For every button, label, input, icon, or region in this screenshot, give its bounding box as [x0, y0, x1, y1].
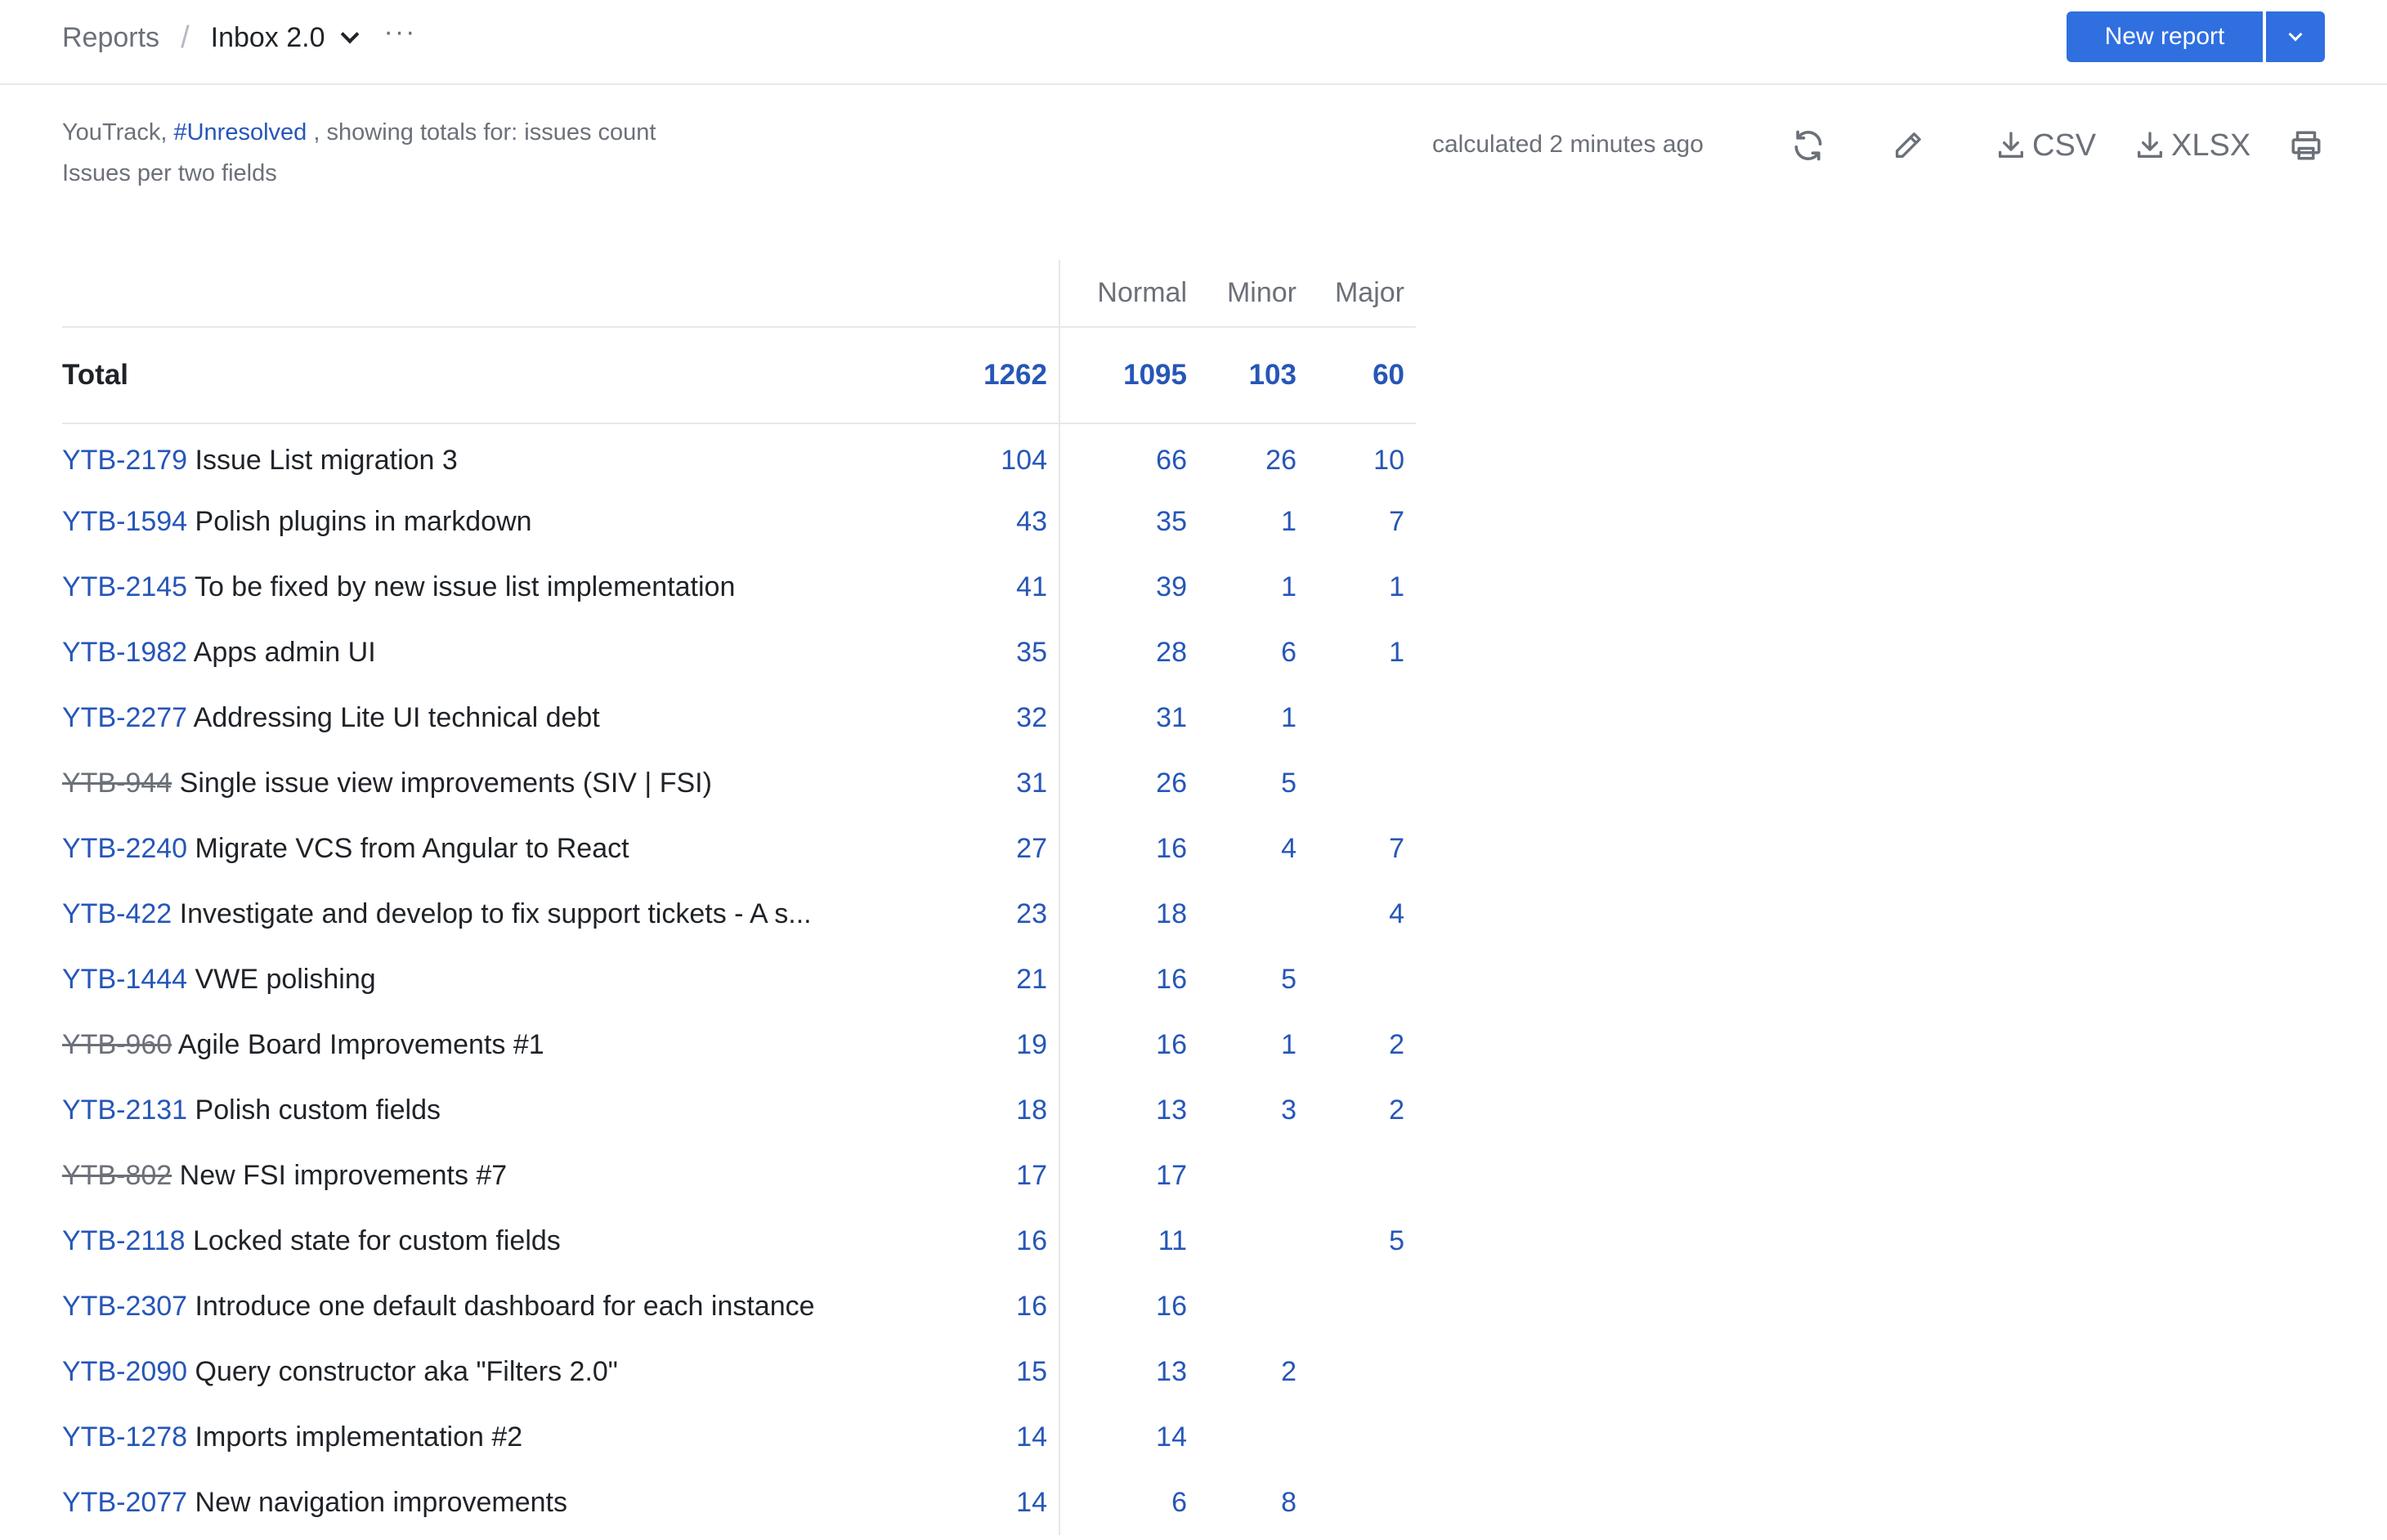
issue-id-link[interactable]: YTB-2090 [62, 1355, 188, 1387]
header-empty [62, 260, 929, 327]
column-header-major[interactable]: Major [1334, 277, 1404, 308]
issue-id-link[interactable]: YTB-2277 [62, 701, 188, 733]
row-sum[interactable]: 31 [1016, 767, 1047, 799]
issue-cell [62, 423, 929, 489]
issue-title: Query constructor aka "Filters 2.0" [195, 1355, 618, 1387]
issue-cell [62, 816, 929, 881]
new-report-split-button [2067, 11, 2325, 62]
issue-id-link[interactable]: YTB-422 [62, 898, 172, 929]
cell-normal[interactable]: 6 [1059, 1470, 1198, 1535]
cell-major[interactable]: 7 [1389, 832, 1404, 864]
row-sum[interactable]: 35 [1016, 636, 1047, 668]
edit-button[interactable] [1892, 123, 1924, 168]
cell-major[interactable]: 4 [1389, 898, 1404, 929]
row-sum[interactable]: 16 [1016, 1290, 1047, 1322]
download-icon [2134, 129, 2166, 162]
table-row [62, 489, 1416, 554]
cell-major [1308, 1274, 1416, 1339]
breadcrumb-reports-link[interactable]: Reports [62, 21, 160, 53]
source-project: YouTrack, [62, 119, 168, 145]
cell-minor[interactable]: 5 [1281, 963, 1297, 995]
download-icon [1995, 129, 2027, 162]
issue-title: New FSI improvements #7 [179, 1159, 508, 1191]
issue-id-link[interactable]: YTB-802 [62, 1159, 172, 1191]
report-selector[interactable] [211, 22, 356, 54]
issue-cell [62, 1143, 929, 1208]
issue-cell [62, 554, 929, 620]
breadcrumb [62, 18, 416, 57]
issue-id-link[interactable]: YTB-2307 [62, 1290, 188, 1322]
issue-title: Issue List migration 3 [195, 445, 458, 476]
table-row [62, 881, 1416, 947]
issue-id-link[interactable]: YTB-2240 [62, 832, 188, 864]
issue-cell [62, 947, 929, 1012]
total-major[interactable]: 60 [1308, 327, 1416, 423]
issue-id-link[interactable]: YTB-2118 [62, 1224, 186, 1256]
cell-minor [1198, 1404, 1308, 1470]
cell-normal[interactable]: 66 [1059, 423, 1198, 489]
issue-title: Locked state for custom fields [193, 1224, 561, 1256]
issue-cell [62, 1274, 929, 1339]
cell-minor [1198, 1208, 1308, 1274]
cell-normal[interactable]: 16 [1059, 947, 1198, 1012]
header-sum [929, 260, 1059, 327]
refresh-icon [1790, 128, 1826, 163]
row-sum[interactable]: 27 [1016, 832, 1047, 864]
issue-title: Imports implementation #2 [195, 1421, 523, 1453]
total-minor[interactable]: 103 [1198, 327, 1308, 423]
table-row [62, 1339, 1416, 1404]
report-type: Issues per two fields [62, 160, 277, 186]
table-row [62, 620, 1416, 685]
row-sum[interactable]: 23 [1016, 898, 1047, 929]
total-row [62, 327, 1416, 423]
cell-minor[interactable]: 6 [1281, 636, 1297, 668]
cell-normal[interactable]: 14 [1059, 1404, 1198, 1470]
cell-major [1308, 1404, 1416, 1470]
issue-cell [62, 1077, 929, 1143]
table-row [62, 1470, 1416, 1535]
top-bar [0, 0, 2387, 85]
issue-title: Agile Board Improvements #1 [177, 1028, 544, 1060]
cell-normal[interactable]: 13 [1059, 1077, 1198, 1143]
issue-cell [62, 1208, 929, 1274]
issue-cell [62, 881, 929, 947]
cell-minor [1198, 1143, 1308, 1208]
cell-minor[interactable]: 2 [1281, 1355, 1297, 1387]
issue-title: Polish plugins in markdown [195, 505, 532, 537]
cell-major[interactable]: 2 [1389, 1028, 1404, 1060]
cell-major[interactable]: 5 [1389, 1224, 1404, 1256]
issue-title: Apps admin UI [193, 636, 376, 668]
issue-id-link[interactable]: YTB-960 [62, 1028, 172, 1060]
row-sum[interactable]: 41 [1016, 571, 1047, 602]
cell-minor[interactable]: 1 [1281, 701, 1297, 733]
cell-minor[interactable]: 1 [1281, 1028, 1297, 1060]
cell-normal[interactable]: 35 [1059, 489, 1198, 554]
row-sum[interactable]: 19 [1016, 1028, 1047, 1060]
cell-major [1308, 685, 1416, 750]
column-header-minor[interactable]: Minor [1226, 277, 1297, 308]
chevron-down-icon [2289, 28, 2303, 42]
cell-minor[interactable]: 1 [1281, 505, 1297, 537]
issue-id-link[interactable]: YTB-2131 [62, 1094, 188, 1126]
print-button[interactable] [2289, 123, 2323, 168]
cell-minor[interactable]: 4 [1281, 832, 1297, 864]
row-sum[interactable]: 15 [1016, 1355, 1047, 1387]
query-tag-link[interactable]: #Unresolved [173, 119, 307, 145]
issue-title: To be fixed by new issue list implementation [194, 571, 736, 602]
issue-id-link[interactable]: YTB-2077 [62, 1486, 188, 1518]
export-csv-button[interactable] [1995, 123, 2096, 168]
cell-minor[interactable]: 1 [1281, 571, 1297, 602]
column-header-normal[interactable]: Normal [1059, 260, 1198, 327]
row-sum[interactable]: 43 [1016, 505, 1047, 537]
issue-title: Single issue view improvements (SIV | FSI) [179, 767, 712, 799]
row-sum[interactable]: 17 [1016, 1159, 1047, 1191]
cell-minor [1198, 881, 1308, 947]
issue-title: New navigation improvements [195, 1486, 567, 1518]
table-row [62, 1274, 1416, 1339]
issue-title: Migrate VCS from Angular to React [195, 832, 629, 864]
total-sum[interactable]: 1262 [929, 327, 1059, 423]
issue-title: Polish custom fields [195, 1094, 441, 1126]
pencil-icon [1892, 129, 1924, 162]
row-sum[interactable]: 14 [1016, 1486, 1047, 1518]
cell-minor[interactable]: 8 [1281, 1486, 1297, 1518]
issue-cell [62, 1404, 929, 1470]
issue-rows [62, 423, 1416, 1535]
cell-normal[interactable]: 18 [1059, 881, 1198, 947]
new-report-button[interactable]: New report [2067, 11, 2263, 62]
xlsx-label: XLSX [2171, 128, 2251, 163]
issue-cell [62, 1470, 929, 1535]
row-sum[interactable]: 32 [1016, 701, 1047, 733]
table-header-row [62, 260, 1416, 327]
row-sum[interactable]: 16 [1016, 1224, 1047, 1256]
breadcrumb-separator: / [181, 20, 190, 55]
issue-title: Introduce one default dashboard for each instance [195, 1290, 815, 1322]
cell-major [1308, 947, 1416, 1012]
table-row [62, 1077, 1416, 1143]
row-sum[interactable]: 18 [1016, 1094, 1047, 1126]
issue-id-link[interactable]: YTB-2179 [62, 445, 188, 476]
total-normal[interactable]: 1095 [1059, 327, 1198, 423]
cell-normal[interactable]: 11 [1059, 1208, 1198, 1274]
cell-normal[interactable]: 17 [1059, 1143, 1198, 1208]
row-sum[interactable]: 14 [1016, 1421, 1047, 1453]
table-row [62, 685, 1416, 750]
issue-id-link[interactable]: YTB-1594 [62, 505, 188, 537]
cell-minor[interactable]: 3 [1281, 1094, 1297, 1126]
cell-major [1308, 750, 1416, 816]
issue-cell [62, 750, 929, 816]
cell-major[interactable]: 1 [1389, 636, 1404, 668]
row-sum[interactable]: 21 [1016, 963, 1047, 995]
issue-id-link[interactable]: YTB-1278 [62, 1421, 188, 1453]
issue-cell [62, 1012, 929, 1077]
issue-title: VWE polishing [195, 963, 376, 995]
calculated-status: calculated 2 minutes ago [1432, 131, 1704, 158]
report-title: Inbox 2.0 [210, 21, 325, 53]
table-row [62, 554, 1416, 620]
refresh-button[interactable] [1790, 123, 1826, 168]
issue-cell [62, 685, 929, 750]
cell-major [1308, 1470, 1416, 1535]
table-row [62, 947, 1416, 1012]
cell-major[interactable]: 2 [1389, 1094, 1404, 1126]
cell-major[interactable]: 7 [1389, 505, 1404, 537]
cell-major [1308, 1339, 1416, 1404]
report-source-line [62, 119, 656, 146]
issue-cell [62, 1339, 929, 1404]
cell-normal[interactable]: 16 [1059, 1012, 1198, 1077]
table-row [62, 750, 1416, 816]
table-row [62, 1208, 1416, 1274]
export-xlsx-button[interactable] [2134, 123, 2250, 168]
cell-normal[interactable]: 16 [1059, 816, 1198, 881]
table-row [62, 816, 1416, 881]
more-options-icon[interactable]: ··· [383, 16, 417, 47]
issue-id-link[interactable]: YTB-1982 [62, 636, 188, 668]
cell-normal[interactable]: 13 [1059, 1339, 1198, 1404]
total-label: Total [62, 327, 929, 423]
totals-description: , showing totals for: issues count [313, 119, 656, 145]
issue-id-link[interactable]: YTB-944 [62, 767, 172, 799]
table-row [62, 1143, 1416, 1208]
cell-minor[interactable]: 5 [1281, 767, 1297, 799]
issue-id-link[interactable]: YTB-2145 [62, 571, 188, 602]
cell-normal[interactable]: 28 [1059, 620, 1198, 685]
cell-minor[interactable]: 26 [1265, 445, 1297, 476]
new-report-dropdown-button[interactable] [2266, 11, 2325, 62]
cell-normal[interactable]: 26 [1059, 750, 1198, 816]
cell-normal[interactable]: 16 [1059, 1274, 1198, 1339]
issue-id-link[interactable]: YTB-1444 [62, 963, 188, 995]
cell-major[interactable]: 1 [1389, 571, 1404, 602]
cell-minor [1198, 1274, 1308, 1339]
cell-normal[interactable]: 31 [1059, 685, 1198, 750]
cell-major [1308, 1143, 1416, 1208]
csv-label: CSV [2032, 128, 2097, 163]
issue-cell [62, 489, 929, 554]
print-icon [2289, 128, 2323, 163]
report-table [62, 260, 1416, 1535]
chevron-down-icon [340, 25, 359, 44]
table-row [62, 423, 1416, 489]
table-row [62, 1404, 1416, 1470]
cell-major[interactable]: 10 [1373, 445, 1404, 476]
table-row [62, 1012, 1416, 1077]
issue-title: Addressing Lite UI technical debt [193, 701, 600, 733]
row-sum[interactable]: 104 [1001, 445, 1047, 476]
issue-title: Investigate and develop to fix support tickets - A s... [179, 898, 812, 929]
cell-normal[interactable]: 39 [1059, 554, 1198, 620]
issue-cell [62, 620, 929, 685]
